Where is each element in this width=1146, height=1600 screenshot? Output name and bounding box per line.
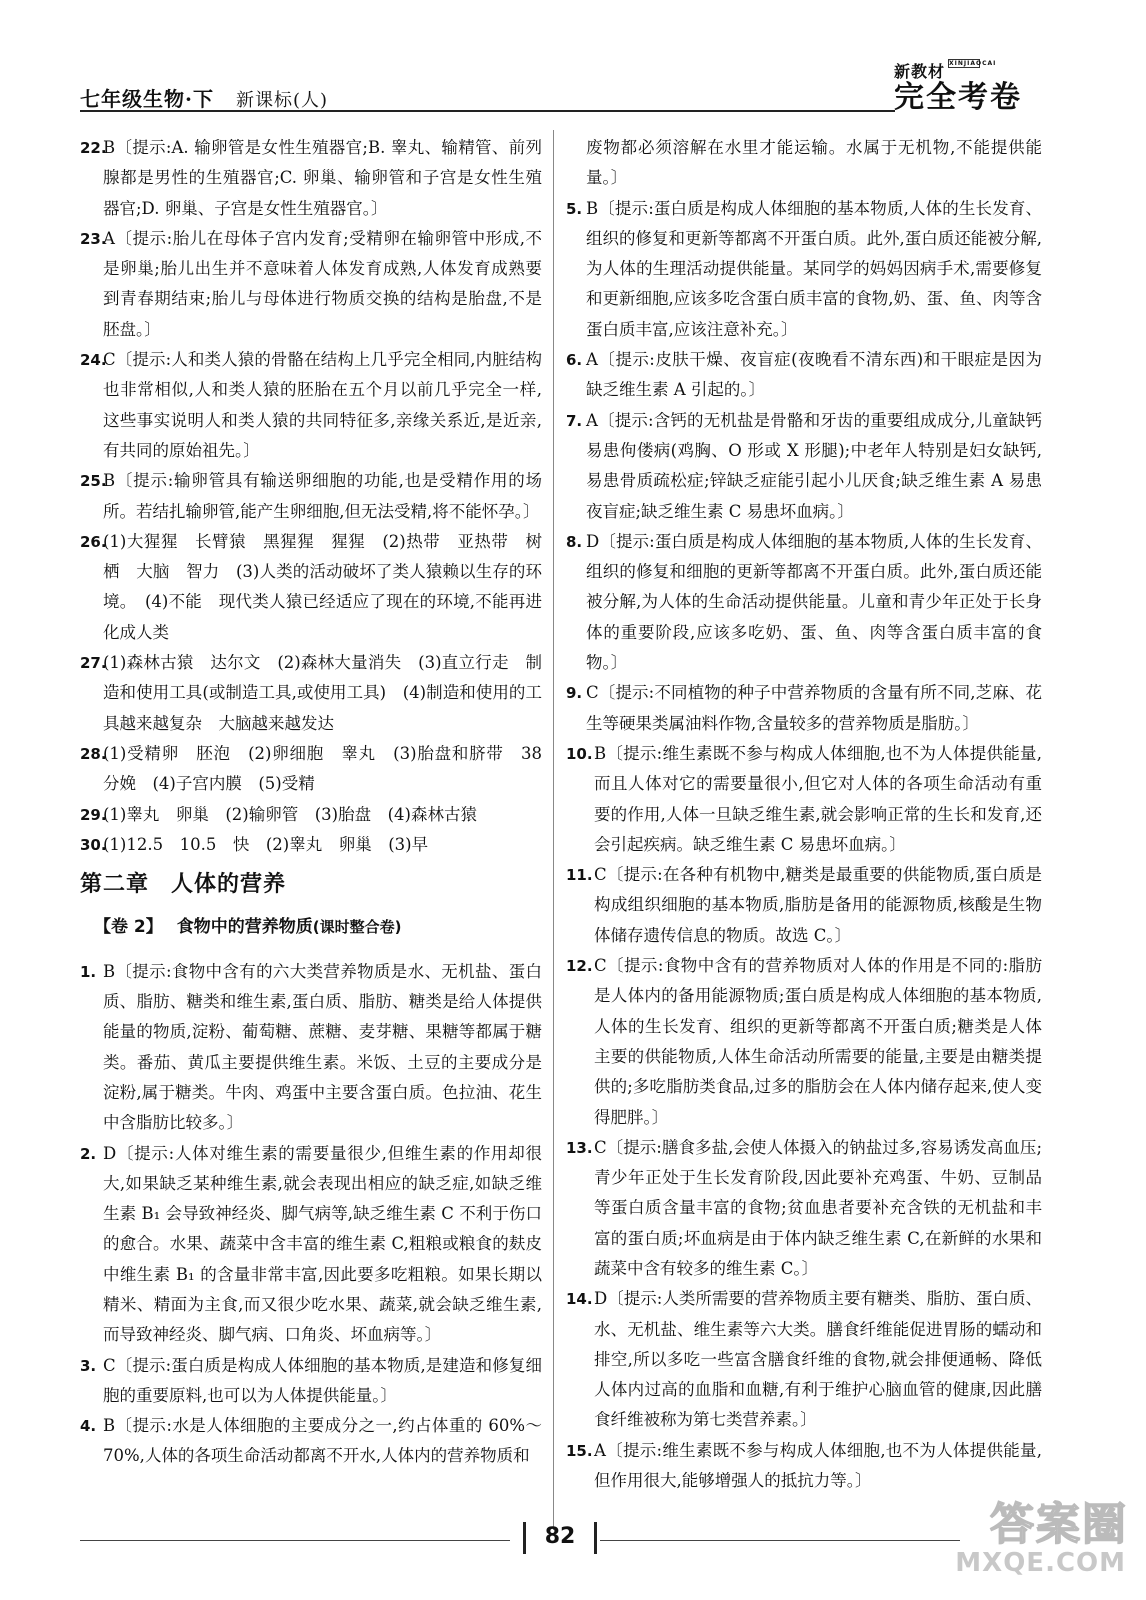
answer-item <box>80 648 542 739</box>
section-heading <box>94 912 542 942</box>
answer-number: 10. <box>566 744 593 763</box>
answer-text: C〔提示:食物中含有的营养物质对人体的作用是不同的:脂肪是人体内的备用能源物质;蛋白质是构成人体细胞的基本物质,人体的生长发育、组织的更新等都离不开蛋白质;糖类是人体主要的供能物质,人体生命活动所需要的能量,主要是由糖类提供的;多吃脂肪类食品,过多的脂肪会在人体内储存起来,使人变得肥胖。〕 <box>594 956 1042 1127</box>
answer-item <box>80 345 542 466</box>
answer-text: B〔提示:水是人体细胞的主要成分之一,约占体重的 60%～70%,人体的各项生命活动都离不开水,人体内的营养物质和 <box>103 1416 542 1466</box>
answer-text: C〔提示:人和类人猿的骨骼在结构上几乎完全相同,内脏结构也非常相似,人和类人猿的胚胎在五个月以前几乎完全一样,这些事实说明人和类人猿的共同特征多,亲缘关系近,是近亲,有共同的原始祖先。〕 <box>103 350 542 460</box>
answer-item <box>80 224 542 345</box>
answer-text: D〔提示:蛋白质是构成人体细胞的基本物质,人体的生长发育、组织的修复和细胞的更新等都离不开蛋白质。此外,蛋白质还能被分解,为人体的生命活动提供能量。儿童和青少年正处于长身体的重要阶段,应该多吃奶、蛋、鱼、肉等含蛋白质丰富的食物。〕 <box>586 531 1042 673</box>
answer-number: 13. <box>566 1138 593 1157</box>
answer-text: D〔提示:人类所需要的营养物质主要有糖类、脂肪、蛋白质、水、无机盐、维生素等六大类。膳食纤维能促进胃肠的蠕动和排空,所以多吃一些富含膳食纤维的食物,就会排便通畅、降低人体内过高的血脂和血糖,有利于维护心脑血管的健康,因此膳食纤维被称为第七类营养素。〕 <box>594 1289 1042 1430</box>
right-column <box>566 133 1042 1496</box>
answer-text: (1)受精卵 胚泡 (2)卵细胞 睾丸 (3)胎盘和脐带 38 分娩 (4)子宫内膜 (5)受精 <box>103 743 559 794</box>
answer-number: 24. <box>80 351 107 370</box>
answer-item <box>80 1411 542 1472</box>
answer-item <box>80 1139 542 1351</box>
answer-item <box>566 527 1042 678</box>
answer-number: 26. <box>80 532 107 551</box>
answer-number: 5. <box>566 199 583 218</box>
chapter-heading <box>80 870 542 900</box>
header-title <box>80 83 328 112</box>
answer-number: 29. <box>80 805 107 824</box>
answer-text: B〔提示:蛋白质是构成人体细胞的基本物质,人体的生长发育、组织的修复和更新等都离不开蛋白质。此外,蛋白质还能被分解,为人体的生理活动提供能量。某同学的妈妈因病手术,需要修复和更新细胞,应该多吃含蛋白质丰富的食物,奶、蛋、鱼、肉等含蛋白质丰富,应该注意补充。〕 <box>586 198 1042 339</box>
answer-item <box>566 133 1042 194</box>
answer-number: 7. <box>566 411 583 430</box>
answer-text: B〔提示:维生素既不参与构成人体细胞,也不为人体提供能量,而且人体对它的需要量很小,但它对人体的各项生命活动有重要的作用,人体一旦缺乏维生素,就会影响正常的生长和发育,还会引起疾病。缺乏维生素 C 易患坏血病。〕 <box>594 743 1042 854</box>
answer-list-ch2 <box>80 957 542 1472</box>
answer-text: B〔提示:输卵管具有输送卵细胞的功能,也是受精作用的场所。若结扎输卵管,能产生卵细胞,但无法受精,将不能怀孕。〕 <box>103 471 542 521</box>
answer-item <box>566 194 1042 345</box>
answer-list-ch1 <box>80 133 559 860</box>
answer-item <box>566 406 1042 527</box>
section-vol: 【卷 2】 <box>94 917 163 938</box>
answer-text: B〔提示:A. 输卵管是女性生殖器官;B. 睾丸、输精管、前列腺都是男性的生殖器官;C. 卵巢、输卵管和子宫是女性生殖器官;D. 卵巢、子宫是女性生殖器官。〕 <box>103 138 542 218</box>
answer-item <box>566 951 1042 1133</box>
left-column <box>80 133 559 1472</box>
answer-number: 28. <box>80 744 107 763</box>
watermark-text: 答案圈 <box>990 1499 1128 1550</box>
answer-item <box>80 466 542 527</box>
answer-text: A〔提示:胎儿在母体子宫内发育;受精卵在输卵管中形成,不是卵巢;胎儿出生并不意味着人体发育成熟,人体发育成熟要到青春期结束;胎儿与母体进行物质交换的结构是胎盘,不是胚盘。〕 <box>103 228 542 339</box>
answer-number: 4. <box>80 1417 97 1436</box>
watermark-url: MXQE.COM <box>955 1548 1126 1578</box>
answer-item <box>80 739 559 800</box>
answer-item <box>566 345 1042 406</box>
brand-top-text: 新教材 <box>894 62 946 81</box>
answer-text: C〔提示:蛋白质是构成人体细胞的基本物质,是建造和修复细胞的重要原料,也可以为人体提供能量。〕 <box>103 1355 542 1405</box>
answer-item <box>80 957 542 1139</box>
answer-item <box>566 678 1042 739</box>
chapter-label: 第二章 <box>80 872 150 898</box>
answer-item <box>566 1133 1042 1284</box>
answer-number: 22. <box>80 139 107 157</box>
answer-text: A〔提示:含钙的无机盐是骨骼和牙齿的重要组成成分,儿童缺钙易患佝偻病(鸡胸、O 形或 X 形腿);中老年人特别是妇女缺钙,易患骨质疏松症;锌缺乏症能引起小儿厌食;缺乏维生素 A 易患夜盲症;缺乏维生素 C 易患坏血病。〕 <box>586 410 1042 521</box>
answer-item <box>80 133 542 224</box>
answer-text: A〔提示:皮肤干燥、夜盲症(夜晚看不清东西)和干眼症是因为缺乏维生素 A 引起的。〕 <box>586 350 1042 400</box>
answer-text: (1)睾丸 卵巢 (2)输卵管 (3)胎盘 (4)森林古猿 <box>103 804 477 824</box>
answer-number: 11. <box>566 866 593 885</box>
answer-text: (1)12.5 10.5 快 (2)睾丸 卵巢 (3)早 <box>103 834 429 854</box>
answer-item <box>80 1351 542 1412</box>
answer-item <box>80 830 542 860</box>
answer-number: 1. <box>80 962 97 981</box>
answer-text: D〔提示:人体对维生素的需要量很少,但维生素的作用却很大,如果缺乏某种维生素,就会表现出相应的缺乏症,如缺乏维生素 B₁ 会导致神经炎、脚气病等,缺乏维生素 C 不利于伤口的愈合。水果、蔬菜中含丰富的维生素 C,粗粮或粮食的麸皮中维生素 B₁ 的含量非常丰富,因此要多吃粗粮。如果长期以精米、精面为主食,而又很少吃水果、蔬菜,就会缺乏维生素,而导致神经炎、脚气病、口角炎、坏血病等。〕 <box>103 1143 542 1345</box>
answer-number: 23. <box>80 229 107 248</box>
brand-top <box>894 59 1022 82</box>
brand-logo <box>894 59 1022 114</box>
answer-text: (1)大猩猩 长臂猿 黑猩猩 猩猩 (2)热带 亚热带 树栖 大脑 智力 (3)人类的活动破坏了类人猿赖以生存的环境。 (4)不能 现代类人猿已经适应了现在的环境,不能再进化成人类 <box>103 531 542 642</box>
answer-number: 25. <box>80 472 107 491</box>
watermark-logo <box>956 1488 1136 1588</box>
answer-text: 废物都必须溶解在水里才能运输。水属于无机物,不能提供能量。〕 <box>586 138 1042 188</box>
answer-item <box>566 739 1042 860</box>
answer-text: C〔提示:膳食多盐,会使人体摄入的钠盐过多,容易诱发高血压;青少年正处于生长发育阶段,因此要补充鸡蛋、牛奶、豆制品等蛋白质含量丰富的食物;贫血患者要补充含铁的无机盐和丰富的蛋白质;坏血病是由于体内缺乏维生素 C,在新鲜的水果和蔬菜中含有较多的维生素 C。〕 <box>594 1137 1042 1278</box>
chapter-name: 人体的营养 <box>171 872 287 898</box>
answer-item <box>566 1284 1042 1435</box>
column-divider <box>553 130 554 1530</box>
answer-number: 3. <box>80 1356 97 1375</box>
footer-bar-right <box>594 1522 597 1554</box>
answer-text: (1)森林古猿 达尔文 (2)森林大量消失 (3)直立行走 制造和使用工具(或制造工具,或使用工具) (4)制造和使用的工具越来越复杂 大脑越来越发达 <box>103 653 542 733</box>
footer-line-right <box>600 1540 960 1541</box>
answer-number: 12. <box>566 957 593 976</box>
header-rule <box>80 110 895 112</box>
section-title: 食物中的营养物质 <box>176 917 313 938</box>
answer-number: 15. <box>566 1441 593 1460</box>
answer-text: C〔提示:在各种有机物中,糖类是最重要的供能物质,蛋白质是构成组织细胞的基本物质,脂肪是备用的能源物质,核酸是生物体储存遗传信息的物质。故选 C。〕 <box>594 865 1042 945</box>
answer-number: 14. <box>566 1290 593 1309</box>
page-header <box>80 60 1040 115</box>
answer-number: 2. <box>80 1144 97 1163</box>
answer-text: C〔提示:不同植物的种子中营养物质的含量有所不同,芝麻、花生等硬果类属油料作物,含量较多的营养物质是脂肪。〕 <box>586 683 1042 733</box>
answer-number: 9. <box>566 684 583 703</box>
answer-item <box>80 527 542 648</box>
answer-item <box>80 800 542 830</box>
brand-pinyin: XINJIAOCAI <box>949 60 997 67</box>
answer-item <box>566 860 1042 951</box>
answer-text: B〔提示:食物中含有的六大类营养物质是水、无机盐、蛋白质、脂肪、糖类和维生素,蛋白质、脂肪、糖类是给人体提供能量的物质,淀粉、葡萄糖、蔗糖、麦芽糖、果糖等都属于糖类。番茄、黄瓜主要提供维生素。米饭、土豆的主要成分是淀粉,属于糖类。牛肉、鸡蛋中主要含蛋白质。色拉油、花生中含脂肪比较多。〕 <box>103 961 542 1133</box>
answer-number: 30. <box>80 835 107 854</box>
section-note: (课时整合卷) <box>312 918 402 937</box>
answer-text: A〔提示:维生素既不参与构成人体细胞,也不为人体提供能量,但作用很大,能够增强人的抵抗力等。〕 <box>594 1440 1042 1491</box>
answer-number: 8. <box>566 532 583 551</box>
answer-number: 27. <box>80 654 107 673</box>
footer-bar-left <box>523 1522 526 1554</box>
answer-list-right <box>566 133 1042 1496</box>
book-edition: 新课标(人) <box>235 90 329 111</box>
page-number: 82 <box>544 1524 576 1549</box>
answer-number: 6. <box>566 351 583 370</box>
footer-line-left <box>80 1540 510 1541</box>
book-title: 七年级生物·下 <box>80 87 214 111</box>
brand-main: 完全考卷 <box>894 80 1022 115</box>
